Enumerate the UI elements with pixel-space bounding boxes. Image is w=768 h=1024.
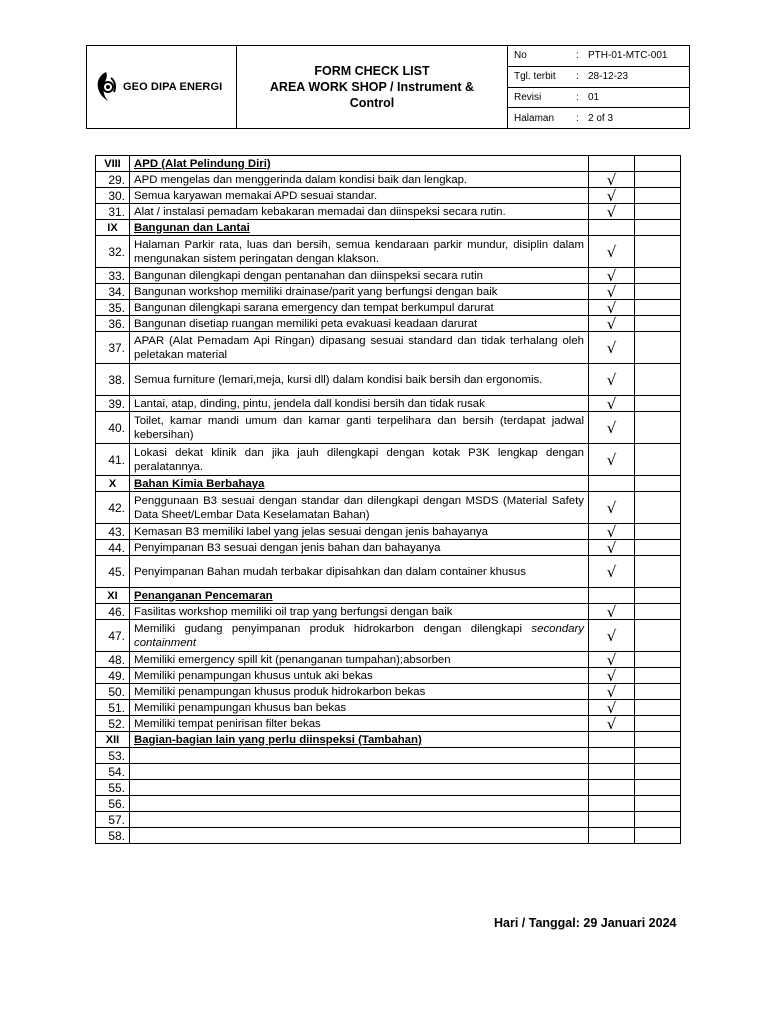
check-cell[interactable] (589, 748, 635, 764)
item-number: 43. (96, 524, 130, 540)
meta-label: Tgl. terbit (514, 71, 556, 83)
empty-check-cell[interactable] (635, 556, 681, 588)
item-description (130, 268, 589, 284)
checklist-row (96, 668, 681, 684)
item-description (130, 684, 589, 700)
checklist-row (96, 716, 681, 732)
item-description (130, 444, 589, 476)
checklist-row (96, 540, 681, 556)
check-cell[interactable] (589, 700, 635, 716)
item-number: 39. (96, 396, 130, 412)
meta-row-page (508, 108, 689, 128)
meta-value: PTH-01-MTC-001 (588, 50, 668, 62)
checklist-row (96, 620, 681, 652)
checklist-row (96, 236, 681, 268)
item-description (130, 332, 589, 364)
item-number: 41. (96, 444, 130, 476)
geo-dipa-logo-icon (93, 70, 119, 104)
empty-check-cell[interactable] (635, 716, 681, 732)
section-header-row (96, 588, 681, 604)
checklist-row (96, 412, 681, 444)
checklist-row (96, 700, 681, 716)
section-number: IX (96, 220, 130, 236)
check-mark-icon: √ (606, 498, 617, 517)
meta-colon: : (576, 112, 579, 124)
meta-colon: : (576, 71, 579, 83)
item-text: Memiliki penampungan khusus untuk aki bekas (134, 669, 373, 682)
item-number: 35. (96, 300, 130, 316)
item-text: Penyimpanan Bahan mudah terbakar dipisahkan dan dalam container khusus (134, 565, 526, 578)
item-description (130, 700, 589, 716)
check-mark-icon: √ (606, 170, 617, 189)
check-mark-icon: √ (606, 714, 617, 733)
check-cell[interactable] (589, 668, 635, 684)
item-description (130, 716, 589, 732)
empty-check-cell[interactable] (635, 332, 681, 364)
item-text: APD mengelas dan menggerinda dalam kondisi baik dan lengkap. (134, 173, 468, 186)
item-text: Bangunan dilengkapi dengan pentanahan dan diinspeksi secara rutin (134, 269, 483, 282)
check-mark-icon: √ (606, 186, 617, 205)
checklist-row (96, 396, 681, 412)
item-description (130, 204, 589, 220)
inspection-date: Hari / Tanggal: 29 Januari 2024 (494, 916, 677, 930)
empty-check-cell[interactable] (635, 524, 681, 540)
check-cell[interactable] (589, 316, 635, 332)
check-cell[interactable] (589, 780, 635, 796)
item-text: Alat / instalasi pemadam kebakaran memadai dan diinspeksi secara rutin. (134, 205, 506, 218)
section-header-row (96, 220, 681, 236)
section-title: Penanganan Pencemaran (130, 588, 589, 604)
check-cell[interactable] (589, 828, 635, 844)
check-cell[interactable] (589, 540, 635, 556)
item-number: 32. (96, 236, 130, 268)
item-description (130, 364, 589, 396)
item-number: 56. (96, 796, 130, 812)
empty-check-cell[interactable] (635, 668, 681, 684)
meta-label: No (514, 50, 527, 62)
empty-check-cell[interactable] (635, 780, 681, 796)
item-number: 47. (96, 620, 130, 652)
check-mark-icon: √ (606, 202, 617, 221)
check-cell[interactable] (589, 396, 635, 412)
checklist-row (96, 828, 681, 844)
checklist-row (96, 684, 681, 700)
yes-cell (589, 220, 635, 236)
empty-check-cell[interactable] (635, 236, 681, 268)
checklist-table (95, 155, 681, 844)
item-number: 51. (96, 700, 130, 716)
empty-check-cell[interactable] (635, 412, 681, 444)
item-text: Memiliki penampungan khusus ban bekas (134, 701, 347, 714)
item-description (130, 524, 589, 540)
form-title-line-3: Control (349, 96, 395, 110)
item-description (130, 748, 589, 764)
check-cell[interactable] (589, 412, 635, 444)
section-title: Bahan Kimia Berbahaya (130, 476, 589, 492)
empty-check-cell[interactable] (635, 700, 681, 716)
checklist-row (96, 604, 681, 620)
item-description (130, 396, 589, 412)
item-text: Lokasi dekat klinik dan jika jauh dilengkapi dengan kotak P3K lengkap dengan peralatannya. (134, 446, 584, 473)
no-cell (635, 588, 681, 604)
item-description (130, 556, 589, 588)
check-mark-icon: √ (606, 314, 617, 333)
checklist-row (96, 316, 681, 332)
item-description (130, 172, 589, 188)
empty-check-cell[interactable] (635, 620, 681, 652)
form-title (237, 46, 508, 128)
section-title: APD (Alat Pelindung Diri) (130, 156, 589, 172)
item-number: 44. (96, 540, 130, 556)
check-mark-icon: √ (606, 602, 617, 621)
item-text: Memiliki emergency spill kit (penanganan tumpahan);absorben (134, 653, 451, 666)
check-mark-icon: √ (606, 562, 617, 581)
item-number: 40. (96, 412, 130, 444)
item-number: 46. (96, 604, 130, 620)
section-header-row (96, 476, 681, 492)
item-number: 31. (96, 204, 130, 220)
check-cell[interactable] (589, 364, 635, 396)
item-description (130, 236, 589, 268)
empty-check-cell[interactable] (635, 396, 681, 412)
empty-check-cell[interactable] (635, 812, 681, 828)
item-description (130, 652, 589, 668)
item-text: Memiliki gudang penyimpanan produk hidrokarbon dengan dilengkapi (134, 622, 523, 635)
check-cell[interactable] (589, 332, 635, 364)
meta-row-number (508, 46, 689, 67)
check-mark-icon: √ (606, 698, 617, 717)
checklist-row (96, 172, 681, 188)
document-meta (508, 46, 689, 128)
item-number: 50. (96, 684, 130, 700)
no-cell (635, 476, 681, 492)
item-description (130, 796, 589, 812)
check-mark-icon: √ (606, 650, 617, 669)
meta-label: Revisi (514, 91, 542, 103)
empty-check-cell[interactable] (635, 300, 681, 316)
meta-value: 28-12-23 (588, 71, 629, 83)
check-mark-icon: √ (606, 538, 617, 557)
section-number: XI (96, 588, 130, 604)
meta-value: 2 of 3 (588, 112, 614, 124)
check-mark-icon: √ (606, 266, 617, 285)
checklist-row (96, 652, 681, 668)
check-mark-icon: √ (606, 450, 617, 469)
check-cell[interactable] (589, 172, 635, 188)
empty-check-cell[interactable] (635, 284, 681, 300)
item-text: Lantai, atap, dinding, pintu, jendela dall kondisi bersih dan tidak rusak (134, 397, 485, 410)
check-cell[interactable] (589, 556, 635, 588)
check-mark-icon: √ (606, 394, 617, 413)
empty-check-cell[interactable] (635, 204, 681, 220)
item-description (130, 540, 589, 556)
no-cell (635, 156, 681, 172)
checklist-row (96, 364, 681, 396)
check-cell[interactable] (589, 684, 635, 700)
check-cell[interactable] (589, 492, 635, 524)
check-mark-icon: √ (606, 522, 617, 541)
item-description (130, 284, 589, 300)
checklist-row (96, 204, 681, 220)
checklist-row (96, 556, 681, 588)
checklist-row (96, 812, 681, 828)
check-cell[interactable] (589, 300, 635, 316)
item-description (130, 316, 589, 332)
checklist-row (96, 780, 681, 796)
item-text: Toilet, kamar mandi umum dan kamar ganti terpelihara dan bersih (terdapat jadwal kebersihan) (134, 414, 584, 441)
item-text: Halaman Parkir rata, luas dan bersih, semua kendaraan parkir mundur, disiplin dalam mengunakan sistem peringatan dengan klakson. (134, 238, 584, 265)
item-number: 36. (96, 316, 130, 332)
empty-check-cell[interactable] (635, 172, 681, 188)
empty-check-cell[interactable] (635, 188, 681, 204)
item-number: 54. (96, 764, 130, 780)
item-text: Semua karyawan memakai APD sesuai standar. (134, 189, 378, 202)
item-number: 34. (96, 284, 130, 300)
empty-check-cell[interactable] (635, 684, 681, 700)
check-cell[interactable] (589, 284, 635, 300)
check-cell[interactable] (589, 524, 635, 540)
check-mark-icon: √ (606, 418, 617, 437)
check-mark-icon: √ (606, 666, 617, 685)
item-number: 45. (96, 556, 130, 588)
form-title-line-2: AREA WORK SHOP / Instrument & (269, 80, 475, 94)
item-text: Bangunan dilengkapi sarana emergency dan tempat berkumpul darurat (134, 301, 494, 314)
empty-check-cell[interactable] (635, 796, 681, 812)
section-number: VIII (96, 156, 130, 172)
item-number: 38. (96, 364, 130, 396)
item-description (130, 604, 589, 620)
item-number: 53. (96, 748, 130, 764)
check-mark-icon: √ (606, 370, 617, 389)
checklist-row (96, 268, 681, 284)
check-cell[interactable] (589, 716, 635, 732)
company-name: GEO DIPA ENERGI (123, 81, 223, 93)
check-cell[interactable] (589, 652, 635, 668)
item-description (130, 492, 589, 524)
section-number: X (96, 476, 130, 492)
item-description (130, 188, 589, 204)
empty-check-cell[interactable] (635, 492, 681, 524)
meta-colon: : (576, 50, 579, 62)
item-text: Penggunaan B3 sesuai dengan standar dan dilengkapi dengan MSDS (Material Safety Data Sheet/Lembar Data Keselamatan Bahan) (134, 494, 584, 521)
section-title: Bagian-bagian lain yang perlu diinspeksi (Tambahan) (130, 732, 589, 748)
item-text: Penyimpanan B3 sesuai dengan jenis bahan dan bahayanya (134, 541, 441, 554)
section-header-row (96, 156, 681, 172)
check-cell[interactable] (589, 236, 635, 268)
section-header-row (96, 732, 681, 748)
item-number: 42. (96, 492, 130, 524)
meta-row-issue-date (508, 67, 689, 88)
check-mark-icon: √ (606, 682, 617, 701)
checklist-row (96, 796, 681, 812)
item-number: 58. (96, 828, 130, 844)
item-text-italic: secondary containment (134, 622, 584, 649)
check-mark-icon: √ (606, 242, 617, 261)
no-cell (635, 732, 681, 748)
check-cell[interactable] (589, 604, 635, 620)
empty-check-cell[interactable] (635, 444, 681, 476)
meta-colon: : (576, 91, 579, 103)
item-number: 48. (96, 652, 130, 668)
item-description (130, 620, 589, 652)
item-number: 33. (96, 268, 130, 284)
item-text: Memiliki tempat penirisan filter bekas (134, 717, 321, 730)
item-text: Memiliki penampungan khusus produk hidrokarbon bekas (134, 685, 426, 698)
empty-check-cell[interactable] (635, 828, 681, 844)
no-cell (635, 220, 681, 236)
check-cell[interactable] (589, 444, 635, 476)
yes-cell (589, 588, 635, 604)
check-mark-icon: √ (606, 338, 617, 357)
item-description (130, 668, 589, 684)
checklist-row (96, 300, 681, 316)
item-text: APAR (Alat Pemadam Api Ringan) dipasang sesuai standard dan tidak terhalang oleh peletakan material (134, 334, 584, 361)
empty-check-cell[interactable] (635, 268, 681, 284)
check-cell[interactable] (589, 796, 635, 812)
item-text: Bangunan disetiap ruangan memiliki peta evakuasi keadaan darurat (134, 317, 478, 330)
checklist-row (96, 492, 681, 524)
check-cell[interactable] (589, 812, 635, 828)
checklist-row (96, 284, 681, 300)
empty-check-cell[interactable] (635, 604, 681, 620)
check-cell[interactable] (589, 620, 635, 652)
check-mark-icon: √ (606, 282, 617, 301)
check-cell[interactable] (589, 268, 635, 284)
item-number: 29. (96, 172, 130, 188)
checklist-row (96, 764, 681, 780)
item-number: 55. (96, 780, 130, 796)
empty-check-cell[interactable] (635, 364, 681, 396)
meta-value: 01 (588, 91, 600, 103)
empty-check-cell[interactable] (635, 652, 681, 668)
item-text: Semua furniture (lemari,meja, kursi dll) dalam kondisi baik bersih dan ergonomis. (134, 373, 543, 386)
item-text: Bangunan workshop memiliki drainase/parit yang berfungsi dengan baik (134, 285, 498, 298)
check-cell[interactable] (589, 204, 635, 220)
item-text: Kemasan B3 memiliki label yang jelas sesuai dengan jenis bahayanya (134, 525, 488, 538)
yes-cell (589, 732, 635, 748)
checklist-row (96, 748, 681, 764)
item-number: 52. (96, 716, 130, 732)
item-text: Fasilitas workshop memiliki oil trap yang berfungsi dengan baik (134, 605, 453, 618)
check-mark-icon: √ (606, 626, 617, 645)
item-description (130, 764, 589, 780)
item-description (130, 812, 589, 828)
item-number: 49. (96, 668, 130, 684)
document-header (86, 45, 690, 129)
meta-label: Halaman (514, 112, 555, 124)
empty-check-cell[interactable] (635, 316, 681, 332)
meta-row-revision (508, 88, 689, 109)
item-description (130, 412, 589, 444)
item-description (130, 780, 589, 796)
checklist-row (96, 188, 681, 204)
form-title-line-1: FORM CHECK LIST (314, 64, 430, 78)
item-number: 37. (96, 332, 130, 364)
checklist-row (96, 444, 681, 476)
checklist-row (96, 524, 681, 540)
item-description (130, 300, 589, 316)
company-logo-block (87, 46, 237, 128)
yes-cell (589, 156, 635, 172)
checklist-row (96, 332, 681, 364)
item-number: 57. (96, 812, 130, 828)
empty-check-cell[interactable] (635, 540, 681, 556)
empty-check-cell[interactable] (635, 748, 681, 764)
check-mark-icon: √ (606, 298, 617, 317)
item-description (130, 828, 589, 844)
yes-cell (589, 476, 635, 492)
check-cell[interactable] (589, 188, 635, 204)
section-number: XII (96, 732, 130, 748)
section-title: Bangunan dan Lantai (130, 220, 589, 236)
check-cell[interactable] (589, 764, 635, 780)
empty-check-cell[interactable] (635, 764, 681, 780)
item-number: 30. (96, 188, 130, 204)
